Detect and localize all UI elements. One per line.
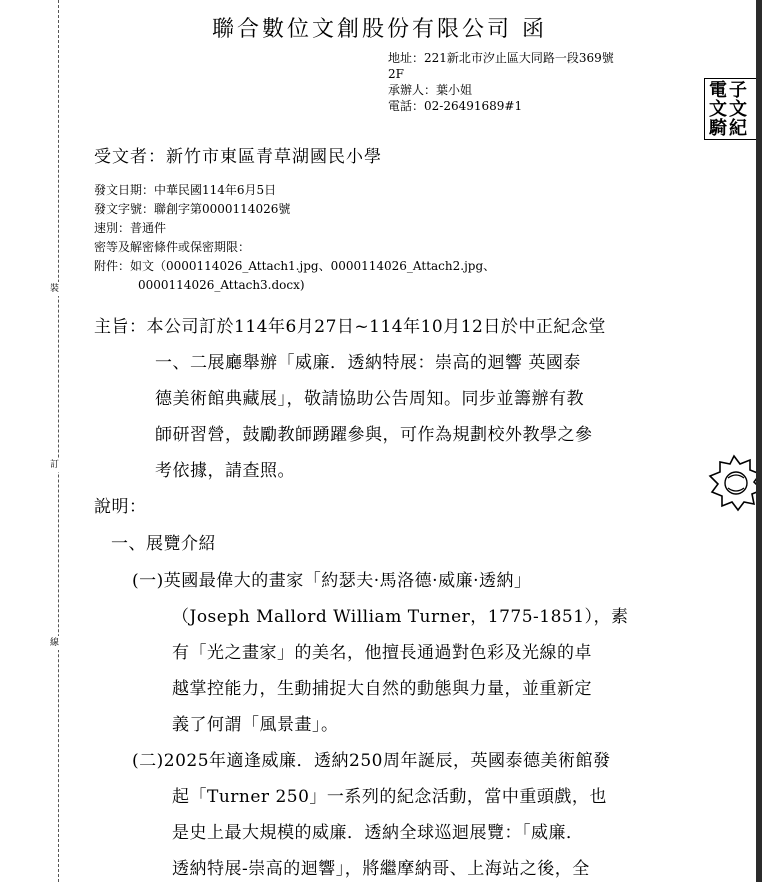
security-level: 密等及解密條件或保密期限：: [94, 240, 251, 254]
recipient: 受文者：新竹市東區青草湖國民小學: [94, 147, 382, 167]
item-line: 有「光之畫家」的美名，他擅長通過對色彩及光線的卓: [172, 643, 592, 663]
item-line: (二)2025年適逢威廉．透納250周年誕辰，英國泰德美術館發: [132, 751, 611, 771]
item-line: (一)英國最偉大的畫家「約瑟夫·馬洛德·威廉·透納」: [132, 571, 532, 591]
document-title: 聯合數位文創股份有限公司 函: [212, 17, 547, 42]
attachments[interactable]: 附件：如文（0000114026_Attach1.jpg、0000114026_Attach2.jpg、: [94, 259, 496, 273]
item-line: （Joseph Mallord William Turner，1775-1851），素: [172, 607, 629, 627]
contact-person: 承辦人：葉小姐: [388, 83, 473, 97]
attachments-continued[interactable]: 0000114026_Attach3.docx): [138, 278, 305, 292]
sender-contact-block: [388, 50, 668, 114]
issue-number: 發文字號：聯創字第0000114026號: [94, 202, 291, 216]
stamp-line-3: 騎紀: [709, 118, 749, 139]
item-line: 是史上最大規模的威廉．透納全球巡迴展覽：「威廉．: [172, 823, 584, 843]
subject-line: 一、二展廳舉辦「威廉．透納特展：崇高的迴響 英國泰: [155, 353, 581, 373]
contact-phone: 電話：02-26491689#1: [388, 99, 523, 113]
seal-emblem: [704, 452, 756, 514]
item-line: 透納特展-崇高的迴響」，將繼摩納哥、上海站之後，全: [172, 859, 590, 879]
item-line: 起「Turner 250」一系列的紀念活動，當中重頭戲，也: [172, 787, 607, 807]
subject-line: 德美術館典藏展」，敬請協助公告周知。同步並籌辦有教: [155, 389, 584, 409]
binding-mark-xian: 線: [50, 638, 60, 648]
delivery-speed: 速別：普通件: [94, 221, 167, 235]
issue-date: 發文日期：中華民國114年6月5日: [94, 183, 277, 197]
explanation-heading: 說明：: [94, 497, 147, 517]
sender-address: 地址：221新北市汐止區大同路一段369號: [388, 51, 614, 65]
binding-mark-ding: 訂: [50, 460, 60, 470]
subject-line: 主旨：本公司訂於114年6月27日~114年10月12日於中正紀念堂: [94, 317, 606, 337]
stamp-line-2: 文文: [709, 99, 749, 120]
stamp-line-1: 電子: [709, 80, 749, 101]
item-line: 越掌控能力，生動捕捉大自然的動態與力量，並重新定: [172, 679, 592, 699]
section-heading: 一、展覽介紹: [111, 534, 216, 554]
subject-line: 師研習營，鼓勵教師踴躍參與，可作為規劃校外教學之參: [155, 425, 593, 445]
sender-address-floor: 2F: [388, 67, 404, 81]
document-meta: [94, 181, 495, 295]
item-line: 義了何謂「風景畫」。: [172, 715, 339, 735]
subject-line: 考依據，請查照。: [155, 461, 295, 481]
viewer-edge: [756, 0, 762, 882]
binding-mark-zhuang: 裝: [50, 284, 60, 294]
electronic-document-stamp: [704, 78, 756, 140]
binding-line: [58, 0, 59, 882]
